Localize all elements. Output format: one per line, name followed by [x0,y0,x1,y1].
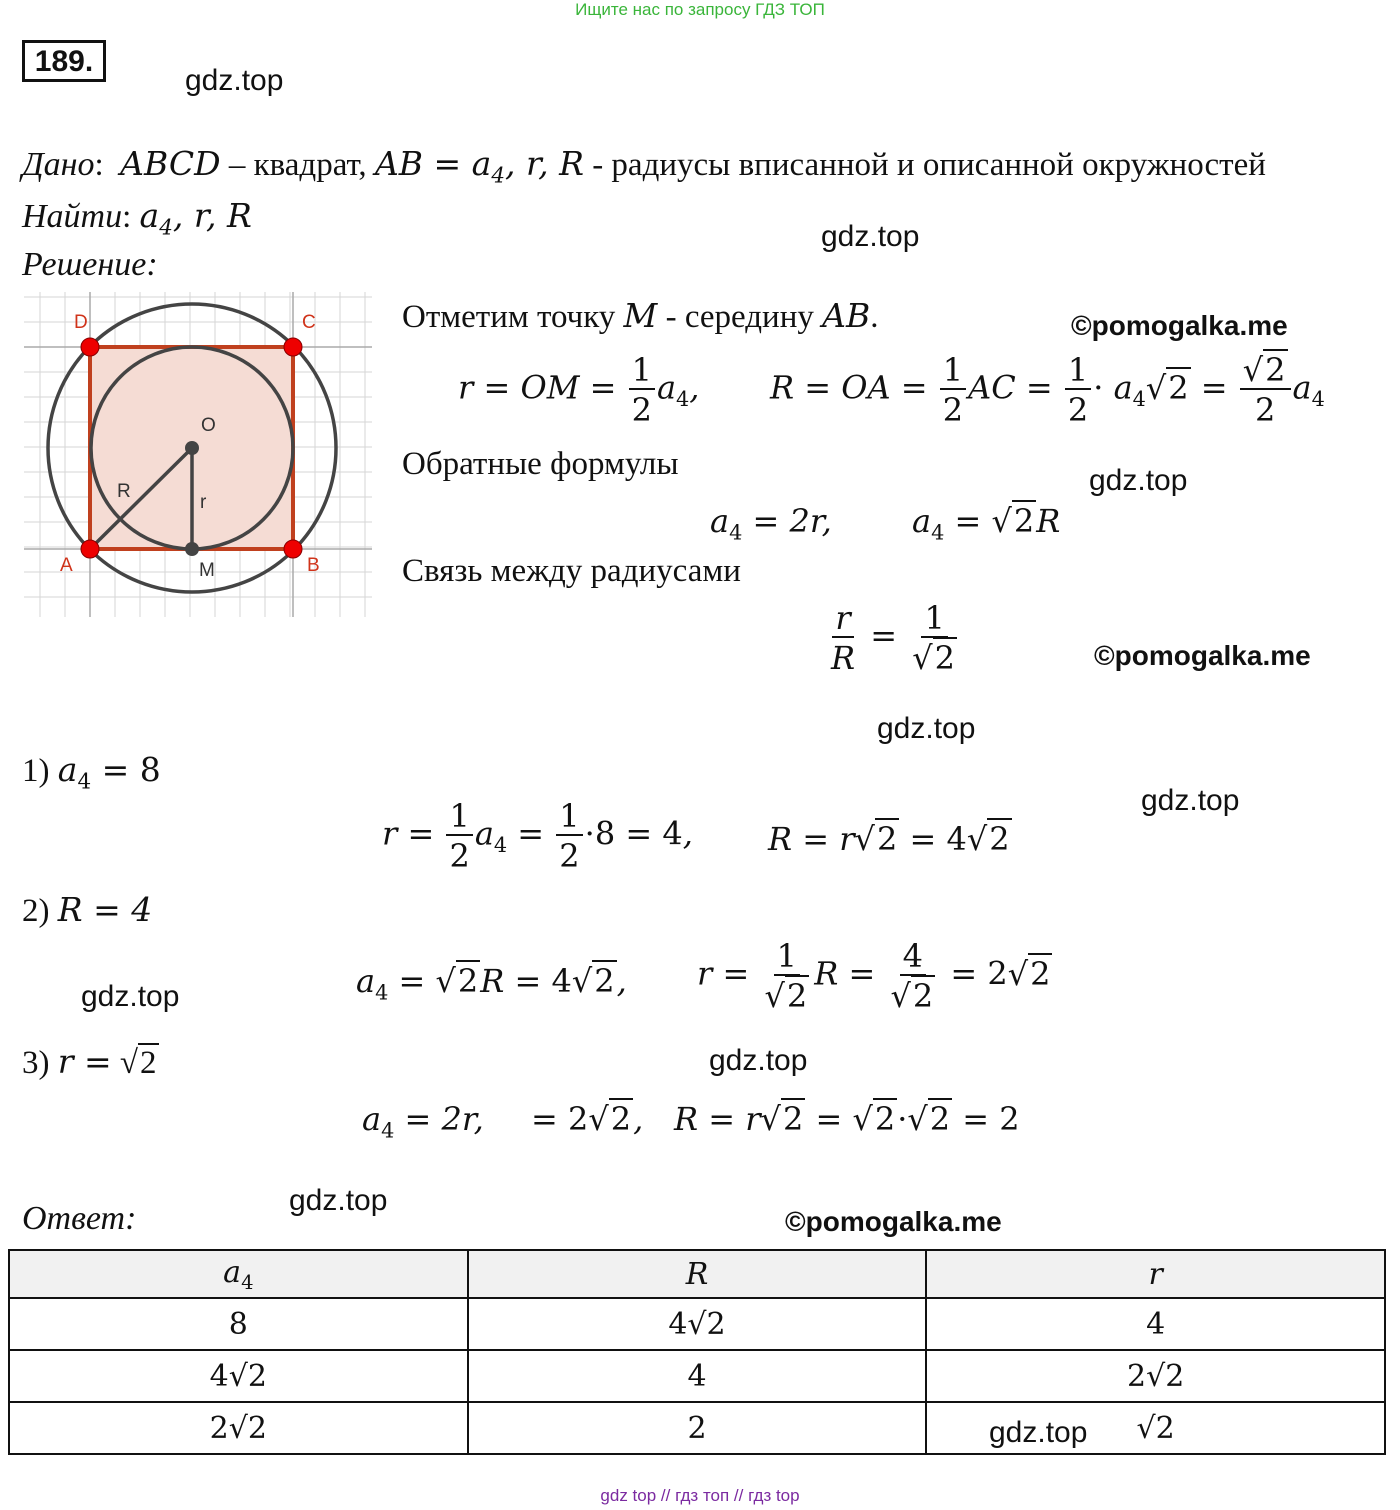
point-D [81,338,99,356]
watermark-pomogalka: ©pomogalka.me [1071,310,1288,341]
case-2-formula-a4: $a_4 = √2R = 4√2$, [356,962,627,1005]
point-C [284,338,302,356]
cell-a4: 2√2 [9,1402,468,1454]
watermark-pomogalka: ©pomogalka.me [785,1206,1002,1237]
case-2-formula-r: r = $\frac{1}{√2}$ R = $\frac{4}{√2}$ = 2√2 [697,937,1051,1015]
label-B: B [307,555,320,576]
mark-point-line: Отметим точку M - середину AB. [402,296,879,335]
given-label: Дано [22,146,95,183]
watermark-gdz: gdz.top [877,712,976,745]
table-header-row [9,1250,1385,1298]
header-a4: $a_4$ [9,1250,468,1298]
given-square-text: – квадрат, [228,147,367,183]
point-B [284,540,302,558]
given-side: AB = $a_4$, r, R [374,144,584,189]
geometry-figure [24,292,372,617]
find-label: Найти [22,198,123,235]
given-line [22,144,1266,189]
formula-r-om: r = OM = $\frac{1}{2}$ $a_4$, [458,351,700,429]
find-colon: : [122,199,132,235]
formula-a4-2r: $a_4 = 2r$, [710,502,832,545]
given-figure: ABCD [120,144,221,183]
formula-a4-sqrt2R: $a_4 = √2R$ [912,502,1061,545]
formula-ratio: $\frac{r}{R}$ = $\frac{1}{√2}$ [831,599,955,677]
cell-a4: 4√2 [9,1350,468,1402]
header-r: r [926,1250,1385,1298]
find-line [22,196,252,241]
watermark-pomogalka: ©pomogalka.me [1094,640,1311,671]
given-radii-text: - радиусы вписанной и описанной окружностей [592,147,1266,183]
footer-links[interactable]: gdz top // гдз топ // гдз top [600,1486,800,1505]
case-1-formula-r: r = $\frac{1}{2}$ $a_4$ = $\frac{1}{2}$ ·8 = 4, [382,797,693,875]
point-O [185,441,199,455]
find-expr: $a_4$, r, R [139,196,252,241]
cell-R: 4 [468,1350,927,1402]
case-3-formula-a4-value: = 2√2, [531,1100,644,1138]
watermark-gdz: gdz.top [1089,464,1188,497]
table-row [9,1402,1385,1454]
watermark-gdz: gdz.top [989,1416,1088,1449]
case-3-title: 3) r = √2 [22,1042,157,1081]
watermark-gdz: gdz.top [1141,784,1240,817]
case-2-title: 2) R = 4 [22,890,153,929]
cell-R: 2 [468,1402,927,1454]
cell-r: √2 [926,1402,1385,1454]
label-C: C [302,312,316,333]
watermark-gdz: gdz.top [821,220,920,253]
inverse-title: Обратные формулы [402,446,679,482]
watermark-gdz: gdz.top [81,980,180,1013]
point-M [185,542,199,556]
problem-number: 189. [22,40,106,82]
cell-r: 4 [926,1298,1385,1350]
table-row [9,1350,1385,1402]
label-r: r [200,492,207,513]
watermark-gdz: gdz.top [289,1184,388,1217]
answer-table [8,1249,1386,1455]
top-banner: Ищите нас по запросу ГДЗ ТОП [575,0,825,19]
header-R: R [468,1250,927,1298]
given-colon: : [94,147,104,183]
point-A [81,540,99,558]
answer-label: Ответ: [22,1200,137,1237]
relation-title: Связь между радиусами [402,553,741,589]
watermark-gdz: gdz.top [709,1044,808,1077]
label-D: D [74,312,88,333]
case-1-title: 1) $a_4 = 8$ [22,750,161,795]
case-3-formula-R: R = r√2 = √2·√2 = 2 [674,1100,1020,1138]
cell-a4: 8 [9,1298,468,1350]
cell-R: 4√2 [468,1298,927,1350]
label-A: A [60,555,73,576]
label-R: R [117,481,131,502]
solution-label: Решение: [22,246,158,283]
label-O: O [201,415,216,436]
formula-R-oa: R = OA = $\frac{1}{2}$ AC = $\frac{1}{2}$ · $a_4√2$ = $\frac{√2}{2}$ $a_4$ [770,351,1325,429]
table-row [9,1298,1385,1350]
watermark-gdz: gdz.top [185,64,284,97]
case-1-formula-R: R = r√2 = 4√2 [768,820,1010,858]
case-3-formula-a4: $a_4 = 2r$, [362,1100,484,1143]
label-M: M [199,560,215,581]
cell-r: 2√2 [926,1350,1385,1402]
